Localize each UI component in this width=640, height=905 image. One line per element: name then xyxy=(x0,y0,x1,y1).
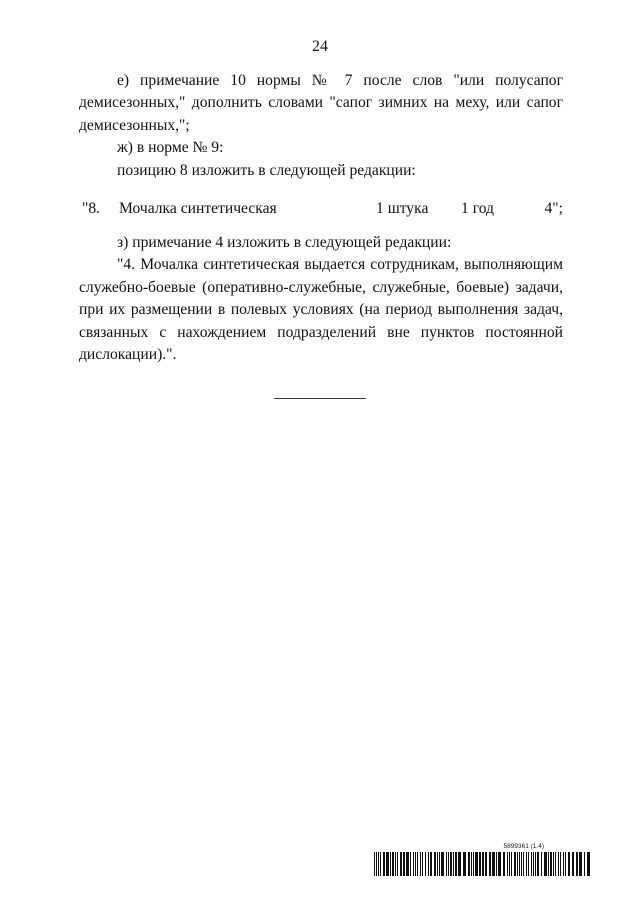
barcode-bar xyxy=(455,852,457,876)
row-number: "8. xyxy=(82,200,101,218)
barcode-bar xyxy=(541,852,542,876)
barcode-bar xyxy=(434,852,436,876)
barcode-bar xyxy=(555,852,556,876)
barcode-bar xyxy=(550,852,552,876)
item-name: Мочалка синтетическая xyxy=(119,200,277,218)
barcode-bar xyxy=(572,852,574,876)
barcode-bar xyxy=(548,852,549,876)
page-number: 24 xyxy=(312,38,328,55)
barcode-bar xyxy=(565,852,566,876)
barcode-bar xyxy=(395,852,396,876)
barcode-bar xyxy=(475,852,478,876)
barcode-bar xyxy=(471,852,472,876)
barcode-bar xyxy=(523,852,524,876)
barcode-bar xyxy=(511,852,512,876)
barcode-bar xyxy=(519,852,520,876)
note-4-text: "4. Мочалка синтетическая выдается сотрудникам, выполняющим служебно-боевые (оперативно-служебные, служебные, боевые) задачи, при их размещении в полевых условиях (на период выполнения задач, связанных с нахождением подразделений вне пунктов постоянной дислокации).". xyxy=(79,256,563,364)
barcode-bar xyxy=(428,852,429,876)
barcode-bar xyxy=(533,852,534,876)
barcode-code: 5899361 (1.4) xyxy=(503,843,544,850)
barcode-bar xyxy=(485,852,487,876)
norm-table-row xyxy=(79,198,563,220)
barcode-bar xyxy=(376,852,377,876)
barcode-bar xyxy=(473,852,474,876)
barcode-block xyxy=(374,843,592,877)
barcode-bar xyxy=(437,852,438,876)
barcode-bar xyxy=(446,852,447,876)
barcode-bar xyxy=(496,852,497,876)
barcode-bar xyxy=(392,852,394,876)
barcode-bar xyxy=(558,852,559,876)
barcode-bar xyxy=(489,852,491,876)
paragraph-e-line1: е) примечание 10 нормы № 7 после слов "или полусапог xyxy=(117,72,563,89)
barcode-bar xyxy=(378,852,379,876)
end-separator-line xyxy=(274,398,366,399)
barcode-bar xyxy=(383,852,385,876)
barcode-bar xyxy=(458,852,461,876)
barcode-bar xyxy=(430,852,432,876)
barcode-bar xyxy=(492,852,495,876)
paragraph-e-line3: демисезонных,"; xyxy=(79,116,190,134)
item-years: 4"; xyxy=(544,200,563,218)
barcode-icon xyxy=(374,852,592,876)
barcode-bar xyxy=(584,852,585,876)
barcode-bar xyxy=(406,852,409,876)
barcode-bar xyxy=(390,852,391,876)
barcode-bar xyxy=(403,852,405,876)
barcode-bar xyxy=(380,852,381,876)
barcode-bar xyxy=(517,852,518,876)
barcode-bar xyxy=(521,852,522,876)
barcode-bar xyxy=(563,852,564,876)
barcode-bar xyxy=(579,852,582,876)
paragraph-zh: ж) в норме № 9: xyxy=(117,139,224,157)
barcode-bar xyxy=(463,852,466,876)
barcode-bar xyxy=(448,852,449,876)
barcode-bar xyxy=(453,852,454,876)
barcode-bar xyxy=(544,852,547,876)
barcode-bar xyxy=(535,852,536,876)
barcode-bar xyxy=(568,852,570,876)
barcode-bar xyxy=(479,852,481,876)
barcode-bar xyxy=(531,852,532,876)
barcode-bar xyxy=(397,852,398,876)
barcode-bar xyxy=(498,852,501,876)
paragraph-position-8: позицию 8 изложить в следующей редакции: xyxy=(117,161,416,179)
barcode-bar xyxy=(422,852,423,876)
paragraph-z: з) примечание 4 изложить в следующей редакции: xyxy=(117,234,452,252)
barcode-bar xyxy=(553,852,554,876)
barcode-bar xyxy=(509,852,510,876)
barcode-bar xyxy=(441,852,444,876)
barcode-bar xyxy=(420,852,421,876)
barcode-bar xyxy=(514,852,516,876)
paragraph-e-line2: демисезонных," дополнить словами "сапог зимних на меху, или сапог xyxy=(79,94,563,112)
barcode-bar xyxy=(560,852,561,876)
barcode-bar xyxy=(468,852,470,876)
barcode-bar xyxy=(528,852,529,876)
barcode-bar xyxy=(374,852,375,876)
barcode-bar xyxy=(526,852,527,876)
barcode-bar xyxy=(482,852,484,876)
barcode-bar xyxy=(439,852,440,876)
barcode-bar xyxy=(417,852,418,876)
barcode-bar xyxy=(587,852,590,876)
document-body xyxy=(79,70,563,366)
barcode-bar xyxy=(576,852,578,876)
barcode-bar xyxy=(507,852,508,876)
barcode-bar xyxy=(386,852,389,876)
barcode-bar xyxy=(450,852,452,876)
barcode-bar xyxy=(503,852,505,876)
barcode-bar xyxy=(425,852,426,876)
barcode-bar xyxy=(537,852,539,876)
item-quantity: 1 штука xyxy=(376,200,429,218)
barcode-bar xyxy=(413,852,414,876)
barcode-bar xyxy=(400,852,402,876)
barcode-bar xyxy=(415,852,416,876)
item-term: 1 год xyxy=(461,200,494,218)
barcode-bar xyxy=(410,852,411,876)
